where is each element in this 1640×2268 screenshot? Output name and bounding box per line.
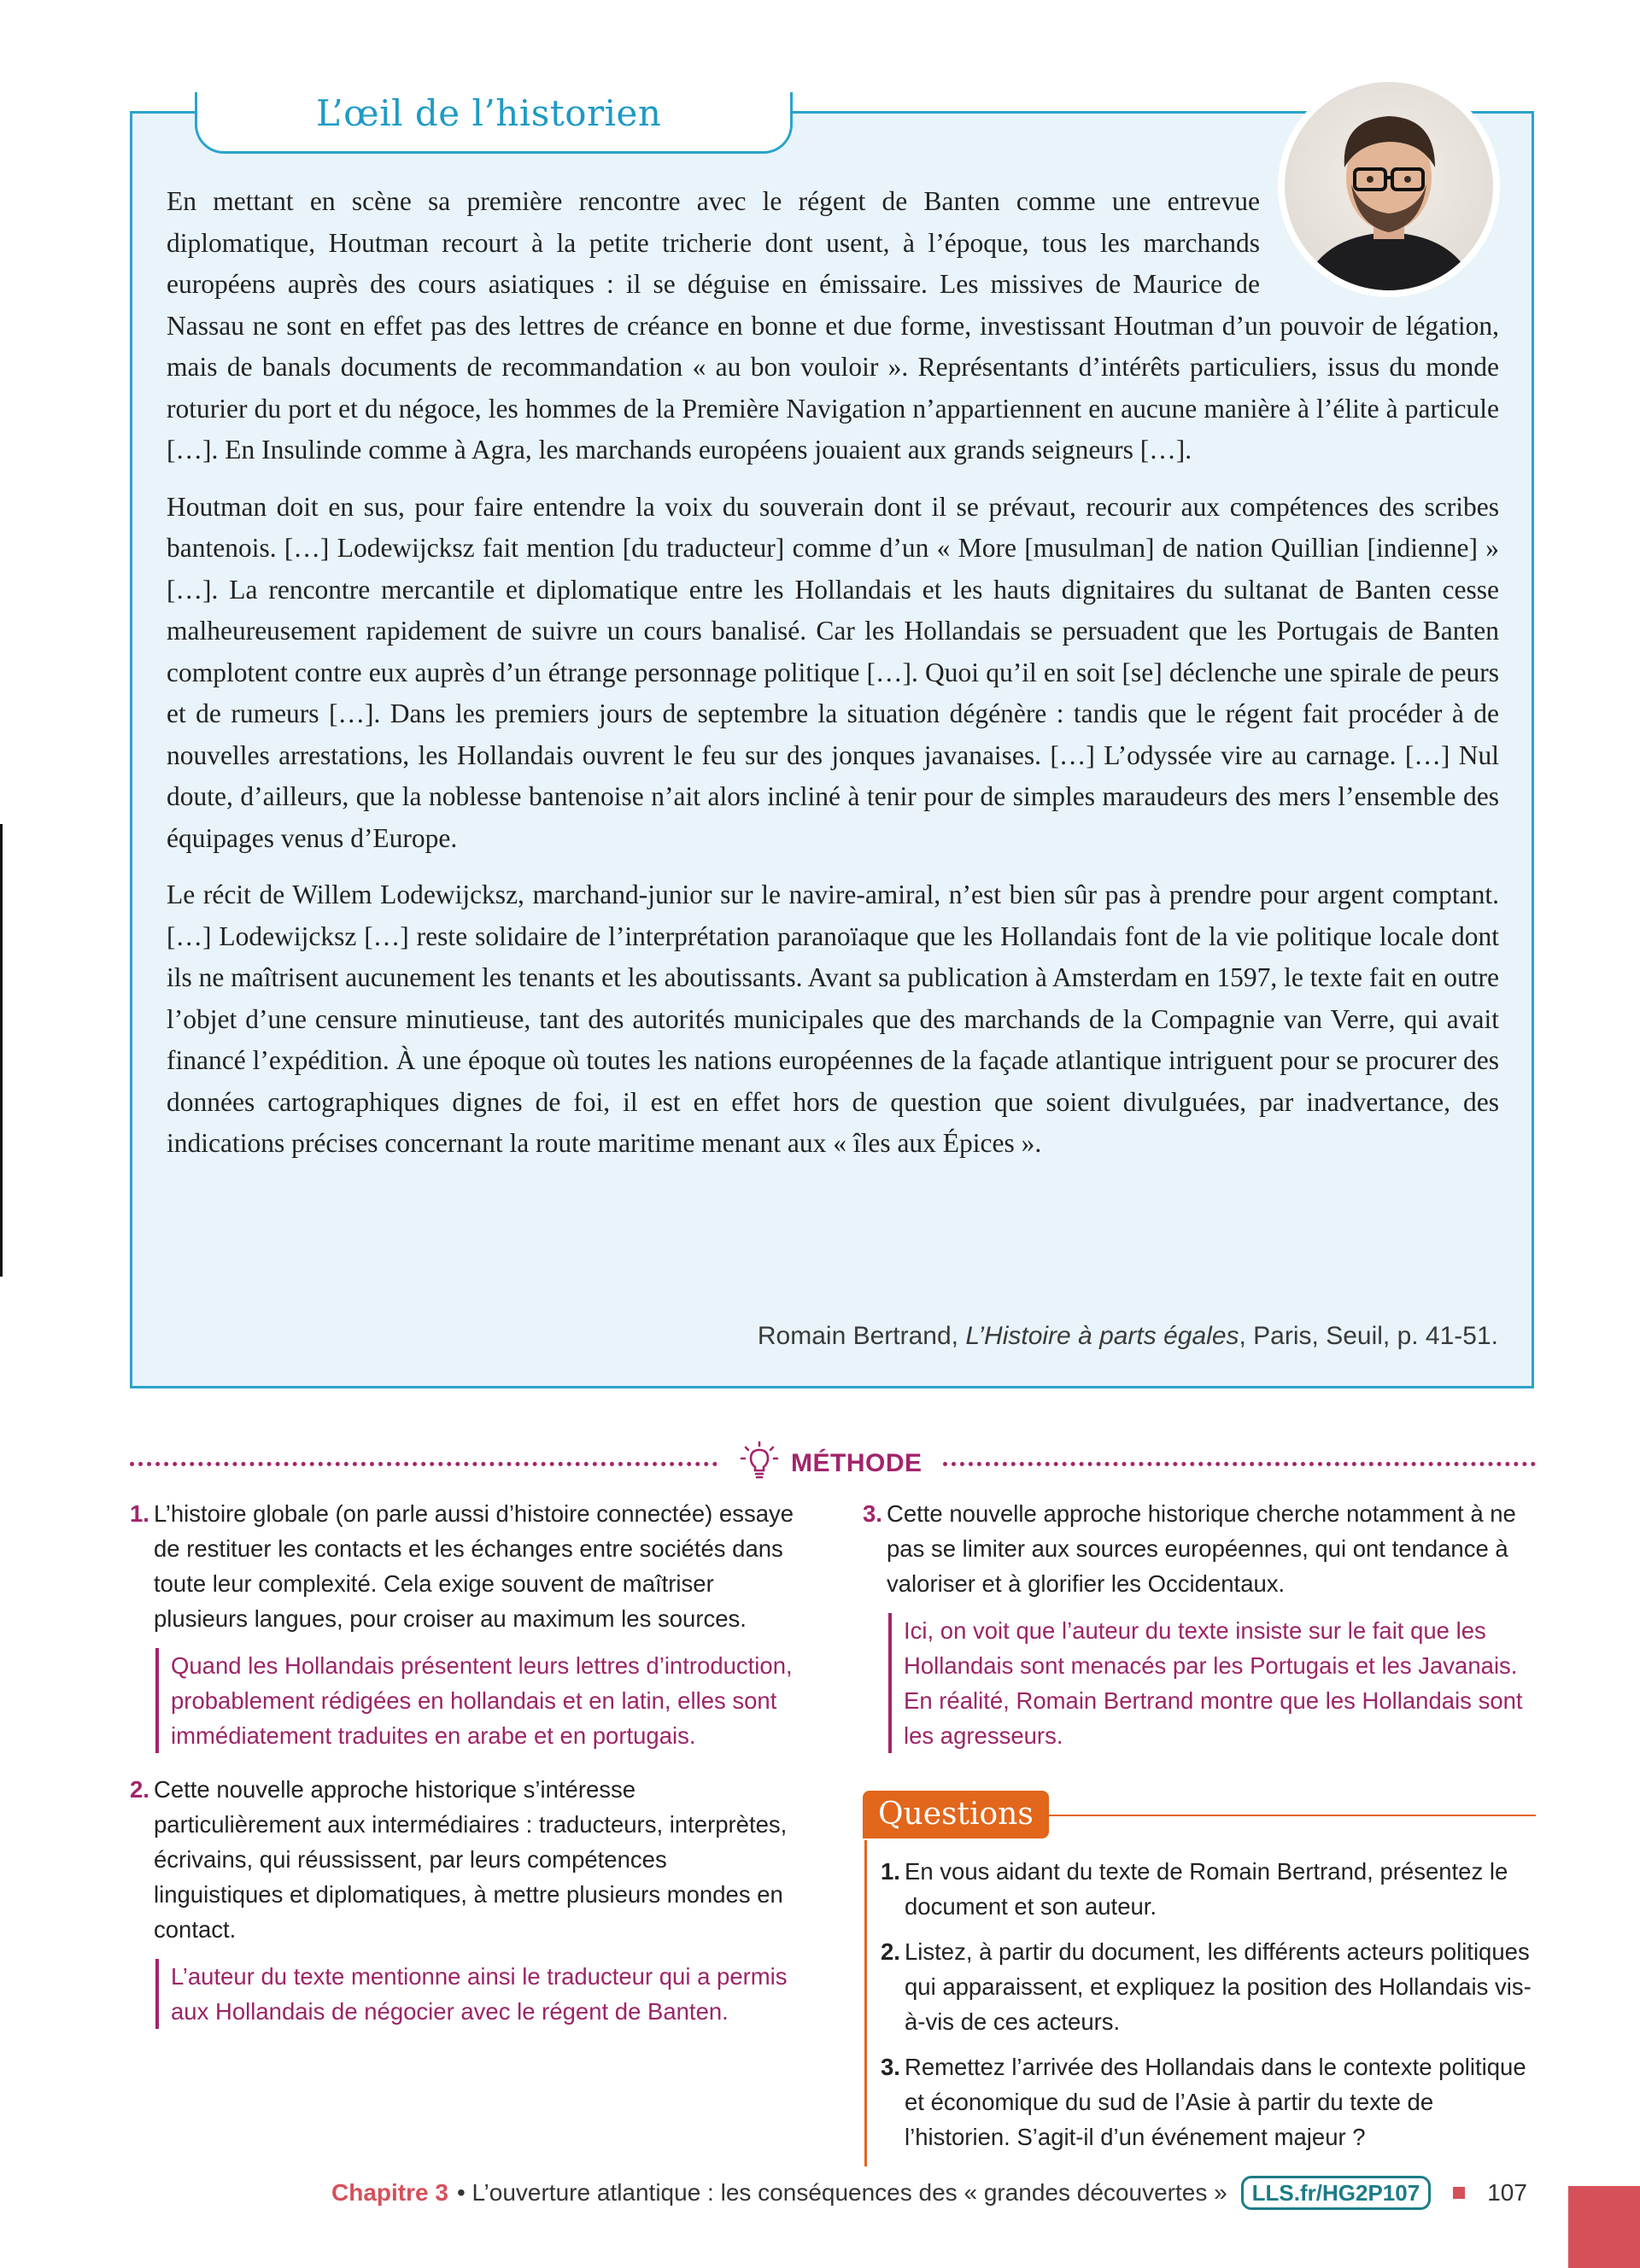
methode-item bbox=[130, 1772, 801, 1947]
page-number: 107 bbox=[1487, 2179, 1527, 2206]
methode-label: MÉTHODE bbox=[791, 1448, 922, 1477]
footer-link[interactable]: LLS.fr/HG2P107 bbox=[1241, 2176, 1432, 2210]
methode-item-number: 1. bbox=[130, 1500, 149, 1527]
question-text: Remettez l’arrivée des Hollandais dans le contexte politique et économique du sud de l’Asie à partir du texte de l’historien. S’agit-il d’un événement majeur ? bbox=[905, 2054, 1526, 2150]
source-author: Romain Bertrand, bbox=[757, 1322, 966, 1350]
historian-paragraph-1 bbox=[167, 181, 1499, 471]
questions-header bbox=[863, 1791, 1536, 1840]
lightbulb-icon bbox=[738, 1440, 781, 1487]
footer-chapter: Chapitre 3 bbox=[331, 2179, 448, 2206]
methode-dotted-rule-left bbox=[130, 1462, 718, 1466]
question-item bbox=[881, 1854, 1536, 1924]
portrait-float-spacer bbox=[1260, 172, 1499, 301]
question-item bbox=[881, 1934, 1536, 2039]
page-footer bbox=[331, 2176, 1527, 2210]
footer-square-marker bbox=[1453, 2187, 1465, 2199]
historian-title: L’œil de l’historien bbox=[316, 92, 662, 134]
page-edge-rule bbox=[0, 824, 3, 1277]
methode-note: Quand les Hollandais présentent leurs lettres d’introduction, probablement rédigées en hollandais et en latin, elles sont immédiatement traduites en arabe et en portugais. bbox=[155, 1648, 801, 1753]
methode-item-text: L’histoire globale (on parle aussi d’histoire connectée) essaye de restituer les contacts et les échanges entre sociétés dans toute leur complexité. Cela exige souvent de maîtriser plusieurs langues, pour croiser au maximum les sources. bbox=[154, 1500, 794, 1632]
question-number: 2. bbox=[881, 1938, 900, 1965]
historian-paragraph-3: Le récit de Willem Lodewijcksz, marchand-junior sur le navire-amiral, n’est bien sûr pas à prendre pour argent comptant. […] Lodewijcksz […] reste solidaire de l’interprétation paranoïaque que les Hollandais font de la vie politique locale dont ils ne maîtrisent aucunement les tenants et les aboutissants. Avant sa publication à Amsterdam en 1597, le texte fait en outre l’objet d’une censure minutieuse, tant des autorités municipales que des marchands de la Compagnie van Verre, qui avait financé l’expédition. À une époque où toutes les nations européennes de la façade atlantique intriguent pour se procurer des données cartographiques dignes de foi, il est en effet hors de question que soient divulguées, par inadvertance, des indications précises concernant la route maritime menant aux « îles aux Épices ». bbox=[167, 880, 1500, 1158]
methode-note: L’auteur du texte mentionne ainsi le traducteur qui a permis aux Hollandais de négocier avec le régent de Banten. bbox=[155, 1959, 801, 2029]
question-item bbox=[881, 2049, 1536, 2154]
methode-dotted-rule-right bbox=[943, 1462, 1536, 1466]
questions-list bbox=[864, 1840, 1536, 2166]
question-number: 3. bbox=[881, 2054, 900, 2080]
question-text: En vous aidant du texte de Romain Bertrand, présentez le document et son auteur. bbox=[905, 1858, 1508, 1920]
source-work: L’Histoire à parts égales bbox=[965, 1322, 1239, 1350]
question-number: 1. bbox=[881, 1858, 900, 1885]
methode-note: Ici, on voit que l’auteur du texte insiste sur le fait que les Hollandais sont menacés par les Portugais et les Javanais. En réalité, Romain Bertrand montre que les Hollandais sont les agresseurs. bbox=[888, 1613, 1536, 1753]
methode-item-text: Cette nouvelle approche historique cherche notamment à ne pas se limiter aux sources européennes, qui ont tendance à valoriser et à glorifier les Occidentaux. bbox=[887, 1500, 1516, 1597]
methode-column-right bbox=[863, 1496, 1536, 2166]
footer-title: • L’ouverture atlantique : les conséquences des « grandes découvertes » bbox=[456, 2179, 1227, 2206]
methode-header bbox=[738, 1440, 922, 1487]
methode-item-text: Cette nouvelle approche historique s’intéresse particulièrement aux intermédiaires : traducteurs, interprètes, écrivains, qui réussissent, par leurs compétences linguistiques et diplomatiques, à mettre plusieurs mondes en contact. bbox=[154, 1776, 788, 1943]
page-corner-tab bbox=[1568, 2186, 1640, 2268]
historian-paragraph-2: Houtman doit en sus, pour faire entendre la voix du souverain dont il se prévaut, recourir aux compétences des scribes bantenois. […] Lodewijcksz fait mention [du traducteur] comme d’un « More [musulman] de nation Quillian [indienne] » […]. La rencontre mercantile et diplomatique entre les Hollandais et les hauts dignitaires du sultanat de Banten cesse malheureusement rapidement de suivre un cours banalisé. Car les Hollandais se persuadent que les Portugais de Banten complotent contre eux auprès d’un étrange personnage politique […]. Quoi qu’il en soit [se] déclenche une spirale de peurs et de rumeurs […]. Dans les premiers jours de septembre la situation dégénère : tandis que le régent fait procéder à de nouvelles arrestations, les Hollandais ouvrent le feu sur des jonques javanaises. […] L’odyssée vire au carnage. […] Nul doute, d’ailleurs, que la noblesse bantenoise n’ait alors incliné à tenir pour de simples maraudeurs des mers l’ensemble des équipages venus d’Europe. bbox=[167, 491, 1499, 853]
methode-item-number: 2. bbox=[130, 1776, 149, 1803]
source-details: , Paris, Seuil, p. 41-51. bbox=[1239, 1322, 1498, 1350]
methode-item bbox=[130, 1496, 801, 1636]
historian-text bbox=[167, 181, 1499, 1180]
question-text: Listez, à partir du document, les différents acteurs politiques qui apparaissent, et expliquez la position des Hollandais vis-à-vis de ces acteurs. bbox=[905, 1938, 1532, 2035]
methode-item-number: 3. bbox=[863, 1500, 882, 1527]
questions-label: Questions bbox=[863, 1791, 1049, 1838]
historian-paragraph-1-text: En mettant en scène sa première rencontre avec le régent de Banten comme une entrevue diplomatique, Houtman recourt à la petite tricherie dont usent, à l’époque, tous les marchands européens auprès des cours asiatiques : il se déguise en émissaire. Les missives de Maurice de Nassau ne sont en effet pas des lettres de créance en bonne et due forme, investissant Houtman d’un pouvoir de légation, mais de banals documents de recommandation « au bon vouloir ». Représentants d’intérêts particuliers, issus du monde roturier du port et du négoce, les hommes de la Première Navigation n’appartiennent en aucune manière à l’élite à particule […]. En Insulinde comme à Agra, les marchands européens jouaient aux grands seigneurs […]. bbox=[167, 186, 1499, 465]
methode-column-left bbox=[130, 1496, 801, 2048]
historian-source bbox=[758, 1322, 1498, 1351]
methode-item bbox=[863, 1496, 1536, 1601]
